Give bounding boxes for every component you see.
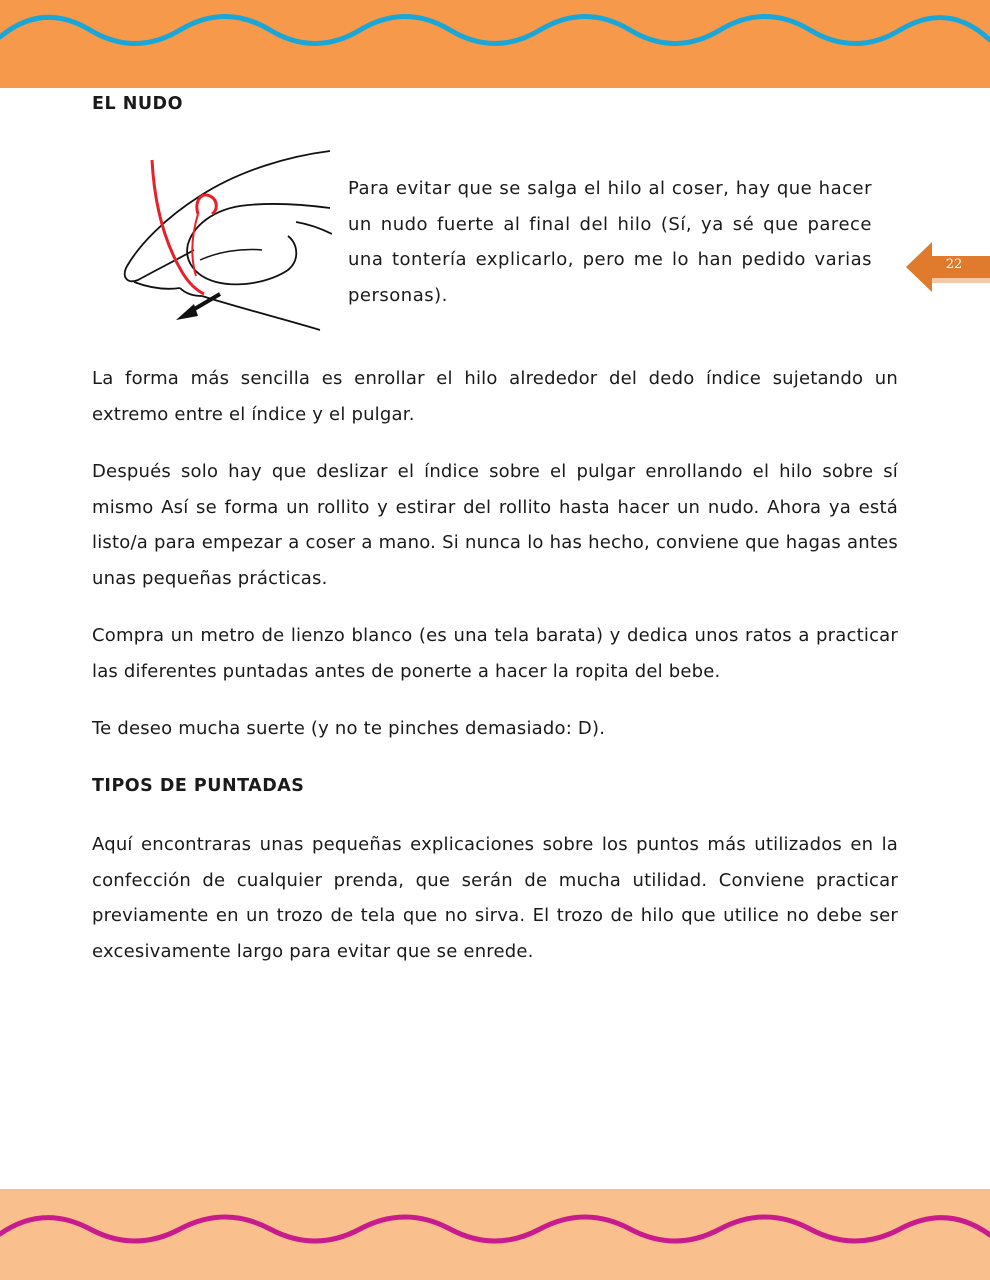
paragraph-suerte: Te deseo mucha suerte (y no te pinches demasiado: D). (92, 718, 606, 739)
finger-knot-illustration (120, 148, 332, 338)
bottom-wave-decoration (0, 1189, 990, 1280)
finger-knot-icon (120, 148, 332, 334)
section-heading-el-nudo: EL NUDO (92, 94, 183, 114)
paragraph-enrollar: La forma más sencilla es enrollar el hilo alrededor del dedo índice sujetando un extremo entre el índice y el pulgar. (92, 368, 898, 425)
bottom-decorative-band (0, 1189, 990, 1280)
paragraph-tipos-puntadas: Aquí encontraras unas pequeñas explicaciones sobre los puntos más utilizados en la confección de cualquier prenda, que serán de mucha utilidad. Conviene practicar previamente en un trozo de tela que no sirva. El trozo de hilo que utilice no debe ser excesivamente largo para evitar que se enrede. (92, 834, 898, 962)
paragraph-deslizar: Después solo hay que deslizar el índice sobre el pulgar enrollando el hilo sobre sí mismo Así se forma un rollito y estirar del rollito hasta hacer un nudo. Ahora ya está listo/a para empezar a coser a mano. Si nunca lo has hecho, conviene que hagas antes unas pequeñas prácticas. (92, 461, 898, 589)
top-wave-decoration (0, 0, 990, 88)
intro-paragraph: Para evitar que se salga el hilo al coser, hay que hacer un nudo fuerte al final del hilo (Sí, ya sé que parece una tontería explicarlo, pero me lo han pedido varias personas). (348, 178, 872, 306)
page-number-tab (906, 242, 990, 292)
page-number: 22 (945, 257, 963, 272)
section-heading-tipos-de-puntadas: TIPOS DE PUNTADAS (92, 776, 305, 796)
paragraph-lienzo: Compra un metro de lienzo blanco (es una tela barata) y dedica unos ratos a practicar las diferentes puntadas antes de ponerte a hacer la ropita del bebe. (92, 625, 898, 682)
top-decorative-band (0, 0, 990, 88)
